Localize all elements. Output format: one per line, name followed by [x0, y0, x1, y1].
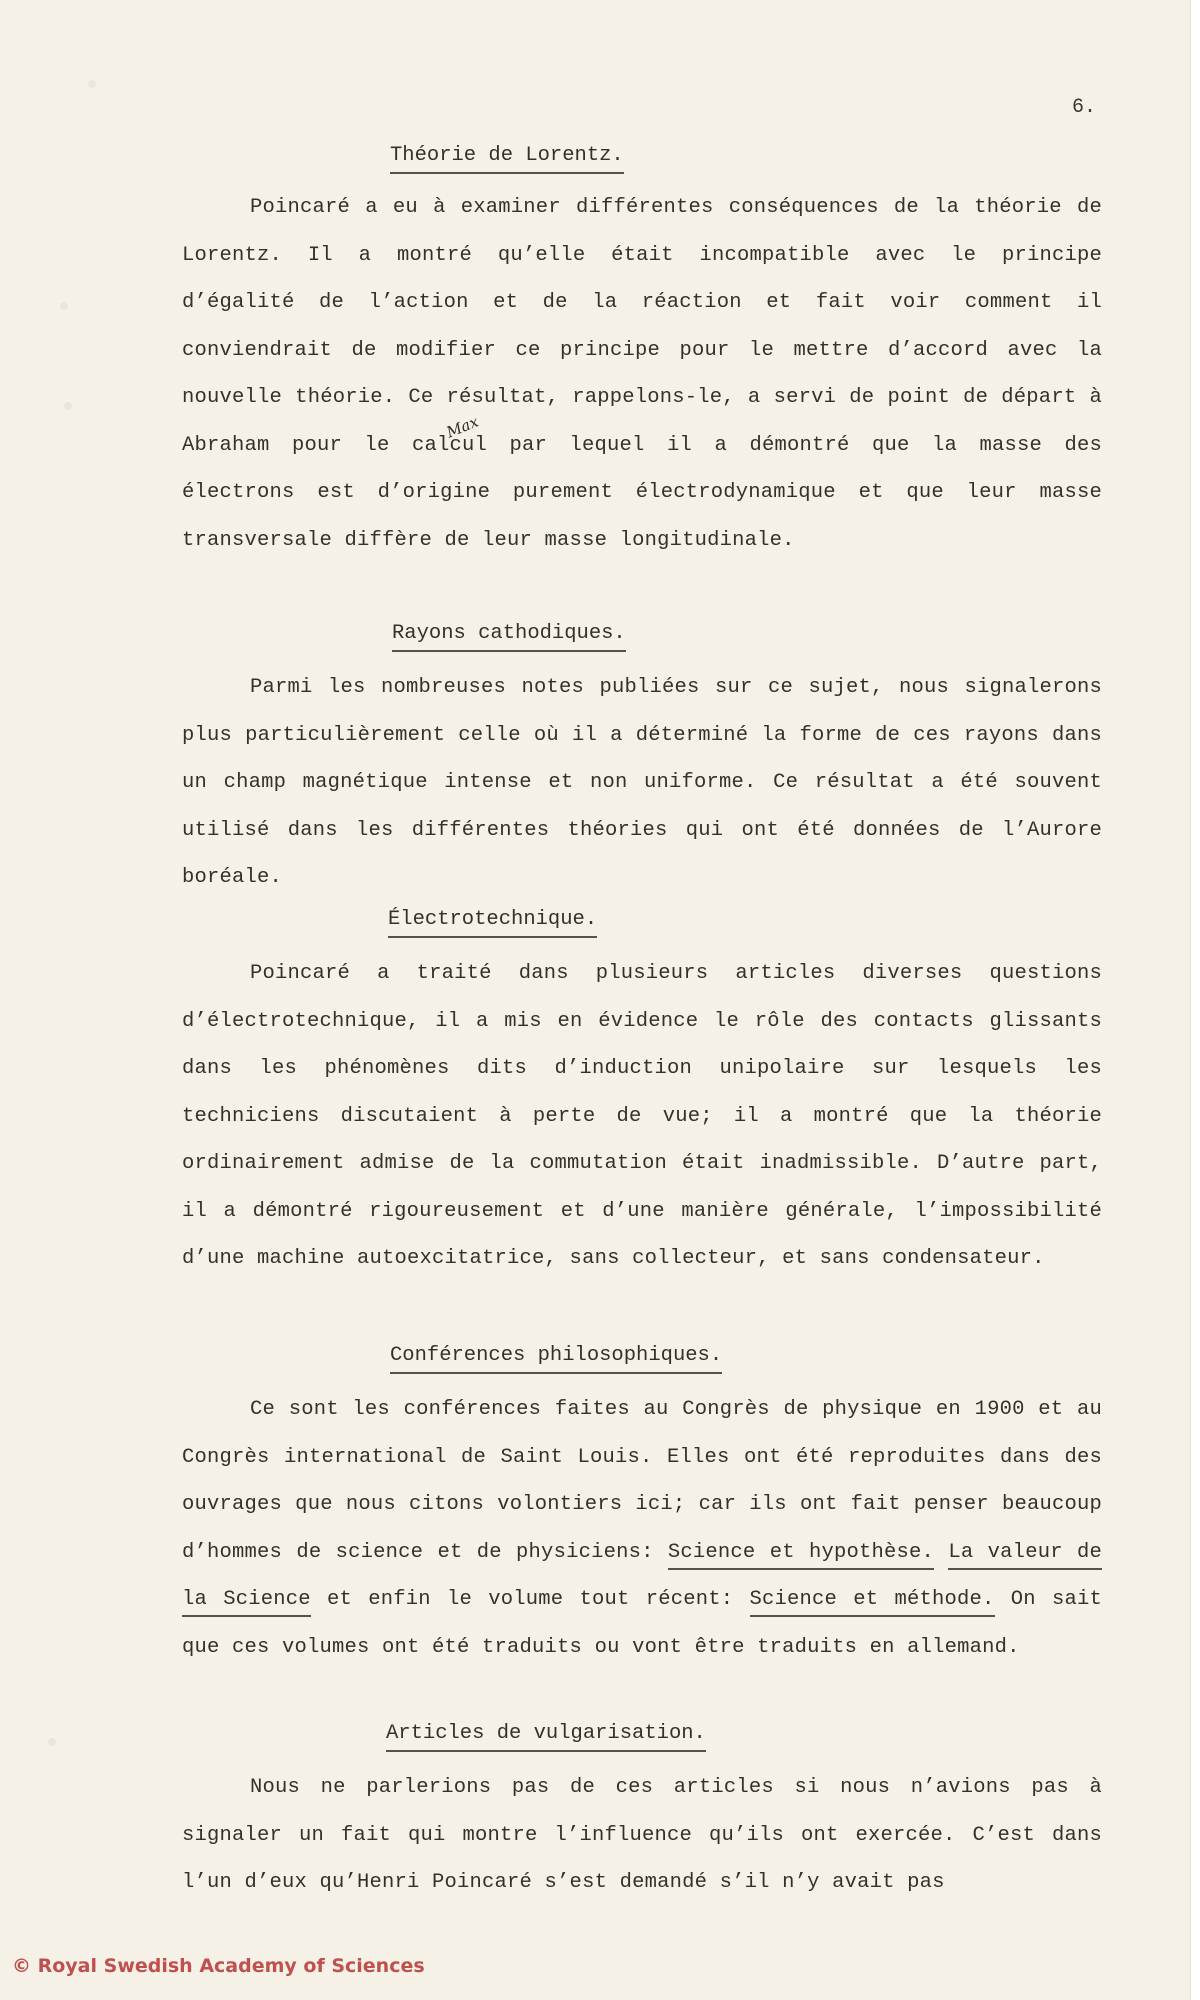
- paper-mark: [60, 302, 68, 310]
- handwritten-annotation: Max: [443, 412, 481, 442]
- section-heading: Électrotechnique.: [388, 908, 597, 931]
- paper-mark: [64, 402, 72, 410]
- section-heading: Articles de vulgarisation.: [386, 1722, 706, 1745]
- copyright-notice: © Royal Swedish Academy of Sciences: [12, 1955, 425, 1977]
- section-paragraph: Poincaré a eu à examiner différentes conséquences de la théorie de Lorentz. Il a montré qu’elle était incompatible avec le principe d’égalité de l’action et de la réaction et fait voir comment il conviendrait de modifier ce principe pour le mettre d’accord avec la nouvelle théorie. Ce résultat, rappelons-le, a servi de point de départ à Abraham pour le calcul par lequel il a démontré que la masse des électrons est d’origine purement électrodynamique et que leur masse transversale diffère de leur masse longitudinale.: [182, 196, 1102, 552]
- paper-mark: [88, 80, 96, 88]
- section-paragraph: Ce sont les conférences faites au Congrès de physique en 1900 et au Congrès international de Saint Louis. Elles ont été reproduites dans des ouvrages que nous citons volontiers ici; car ils ont fait penser beaucoup d’hommes de science et de physiciens: Science et hypothèse. La valeur de la Science et enfin le volume tout récent: Science et méthode. On sait que ces volumes ont été traduits ou vont être traduits en allemand.: [182, 1398, 1103, 1659]
- paper-mark: [48, 1738, 56, 1746]
- section-heading: Rayons cathodiques.: [392, 622, 626, 645]
- section-heading: Conférences philosophiques.: [390, 1344, 722, 1367]
- book-title: La valeur de la Science: [182, 1541, 1102, 1618]
- section-paragraph: Poincaré a traité dans plusieurs articles diverses questions d’électrotechnique, il a mis en évidence le rôle des contacts glissants dans les phénomènes dits d’induction unipolaire sur lesquels les techniciens discutaient à perte de vue; il a montré que la théorie ordinairement admise de la commutation était inadmissible. D’autre part, il a démontré rigoureusement et d’une manière générale, l’impossibilité d’une machine autoexcitatrice, sans collecteur, et sans condensateur.: [182, 962, 1102, 1270]
- book-title: Science et hypothèse.: [668, 1541, 934, 1570]
- page-number: 6.: [1072, 96, 1097, 119]
- section-paragraph: Nous ne parlerions pas de ces articles si nous n’avions pas à signaler un fait qui montre l’influence qu’ils ont exercée. C’est dans l’un d’eux qu’Henri Poincaré s’est demandé s’il n’y avait pas: [182, 1776, 1102, 1894]
- book-title: Science et méthode.: [750, 1588, 995, 1617]
- section-paragraph: Parmi les nombreuses notes publiées sur ce sujet, nous signalerons plus particulièrement celle où il a déterminé la forme de ces rayons dans un champ magnétique intense et non uniforme. Ce résultat a été souvent utilisé dans les différentes théories qui ont été données de l’Aurore boréale.: [182, 676, 1102, 889]
- section-heading: Théorie de Lorentz.: [390, 144, 624, 167]
